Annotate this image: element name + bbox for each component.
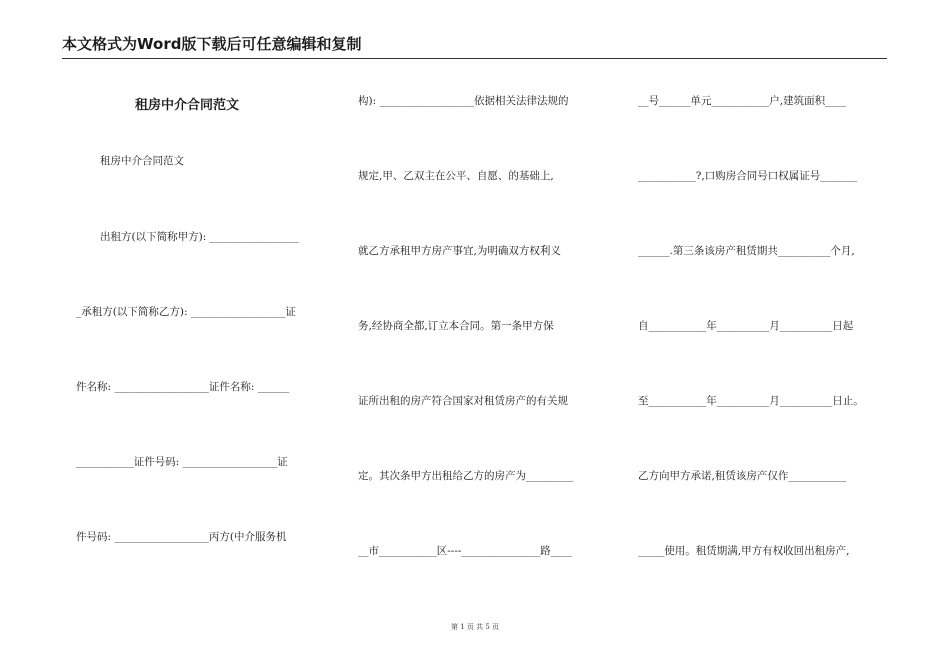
text-line: 租房中介合同范文 [100,155,184,167]
text-line: 出租方(以下简称甲方): _________________ [100,231,299,243]
text-line: __市___________区----_______________路____ [358,545,572,557]
text-line: 证所出租的房产符合国家对租赁房产的有关规 [358,395,568,407]
text-line: _承租方(以下简称乙方): __________________证 [76,306,296,318]
document-title: 租房中介合同范文 [135,98,240,113]
text-line: ______.第三条该房产租赁期共__________个月, [638,245,855,257]
text-line: 规定,甲、乙双主在公平、自愿、的基础上, [358,170,554,182]
text-line: 至___________年__________月__________日止。 [638,395,864,407]
page-header: 本文格式为Word版下载后可任意编辑和复制 [62,33,887,59]
text-line: __号______单元___________户,建筑面积____ [638,95,847,107]
text-line: _____使用。租赁期满,甲方有权收回出租房产, [638,545,850,557]
text-line: ___________证件号码: __________________证 [76,456,288,468]
text-line: 件名称: __________________证件名称: ______ [76,381,290,393]
text-line: 定。其次条甲方出租给乙方的房产为_________ [358,470,574,482]
text-line: 乙方向甲方承诺,租赁该房产仅作___________ [638,470,847,482]
text-line: 件号码: __________________丙方(中介服务机 [76,531,287,543]
text-line: 务,经协商全都,订立本合同。第一条甲方保 [358,320,554,332]
text-line: ___________?,口购房合同号口权属证号_______ [638,170,857,182]
text-line: 构): __________________依据相关法律法规的 [358,95,569,107]
text-line: 自___________年__________月__________日起 [638,320,854,332]
page-number: 第 1 页 共 5 页 [450,623,500,631]
text-line: 就乙方承租甲方房产事宜,为明确双方权利义 [358,245,561,257]
